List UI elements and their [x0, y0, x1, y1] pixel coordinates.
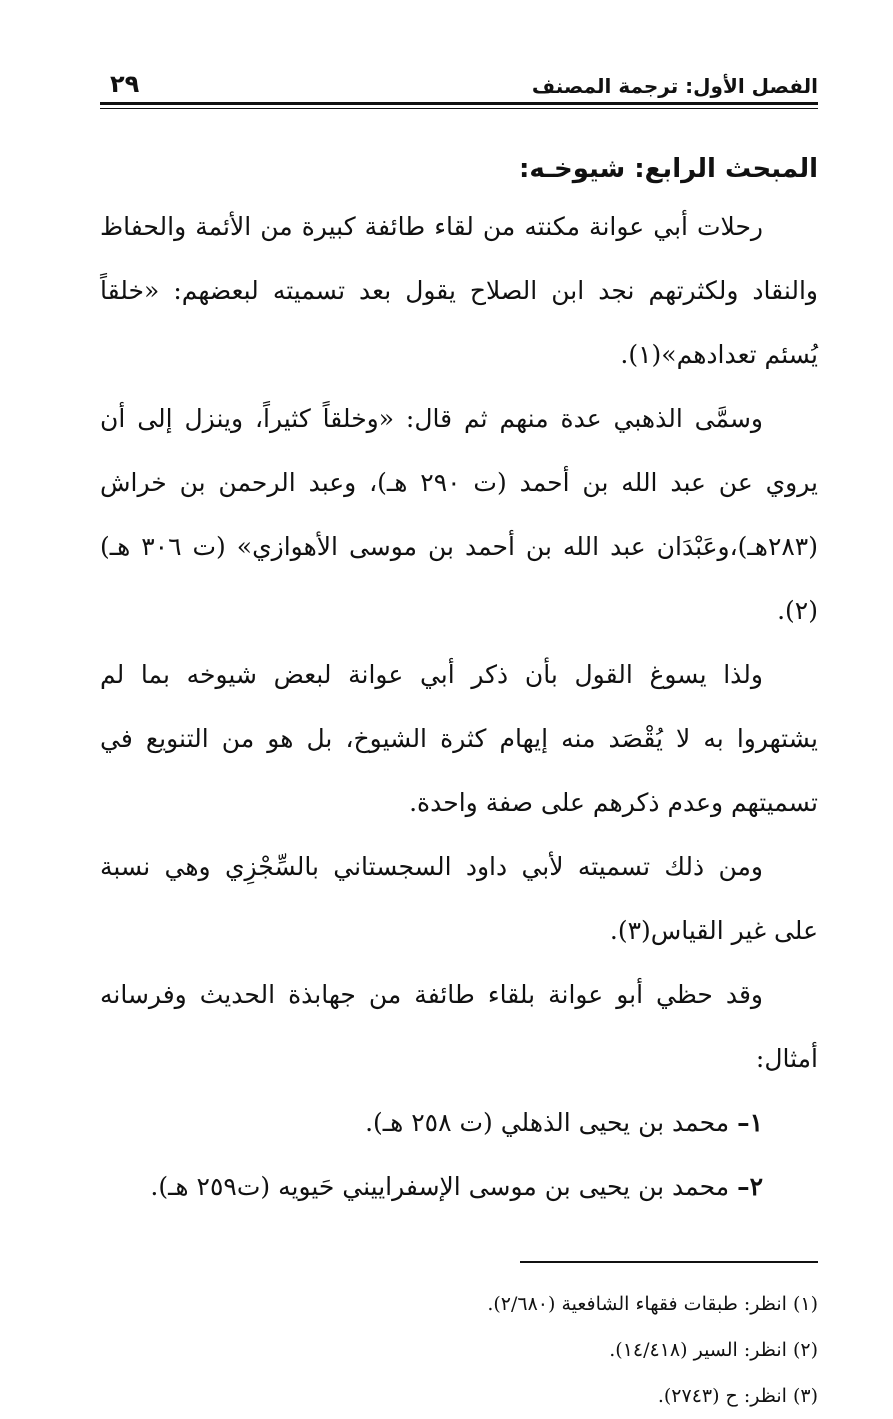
paragraph-travels: رحلات أبي عوانة مكنته من لقاء طائفة كبيرة من الأئمة والحفاظ والنقاد ولكثرتهم نجد ابن الصلاح يقول بعد تسميته لبعضهم: «خلقاً يُسئم تعدادهم»(١).: [100, 212, 818, 369]
teachers-list: [100, 1091, 818, 1219]
footnote: (١) انظر: طبقات فقهاء الشافعية (٢/٦٨٠).: [487, 1293, 818, 1315]
paragraph-naming: ولذا يسوغ القول بأن ذكر أبي عوانة لبعض شيوخه بما لم يشتهروا به لا يُقْصَد منه إيهام كثرة الشيوخ، بل هو من التنويع في تسميتهم وعدم ذكرهم على صفة واحدة.: [100, 660, 818, 817]
list-item: [100, 1155, 818, 1219]
running-header: [100, 60, 818, 98]
header-rule-thin: [100, 108, 818, 109]
paragraph-dhahabi: وسمَّى الذهبي عدة منهم ثم قال: «وخلقاً كثيراً، وينزل إلى أن يروي عن عبد الله بن أحمد (ت ٢٩٠ هـ)، وعبد الرحمن بن خراش (٢٨٣هـ)،وعَبْدَان عبد الله بن أحمد بن موسى الأهوازي» (ت ٣٠٦ هـ)(٢).: [100, 404, 819, 625]
header-rule-thick: [100, 102, 818, 105]
list-item-number: ١–: [737, 1108, 763, 1137]
footnote: (٣) انظر: ح (٢٧٤٣).: [657, 1385, 818, 1407]
paragraph-sijzi: ومن ذلك تسميته لأبي داود السجستاني بالسِّجْزِي وهي نسبة على غير القياس(٣).: [100, 852, 818, 945]
chapter-title: الفصل الأول: ترجمة المصنف: [531, 74, 818, 98]
footnotes: [100, 1281, 818, 1419]
list-item-text: محمد بن يحيى الذهلي (ت ٢٥٨ هـ).: [365, 1108, 730, 1137]
footnote-separator: [520, 1261, 818, 1263]
list-item-number: ٢–: [737, 1172, 763, 1201]
paragraph-teachers-intro: وقد حظي أبو عوانة بلقاء طائفة من جهابذة الحديث وفرسانه أمثال:: [100, 980, 818, 1073]
book-page: [100, 60, 818, 1419]
list-item-text: محمد بن يحيى بن موسى الإسفراييني حَيويه (ت٢٥٩ هـ).: [150, 1172, 730, 1201]
page-number: ٢٩: [110, 70, 140, 98]
section-heading: المبحث الرابع: شيوخـه:: [518, 154, 818, 184]
list-item: [100, 1091, 818, 1155]
footnote: (٢) انظر: السير (١٤/٤١٨).: [609, 1339, 818, 1361]
